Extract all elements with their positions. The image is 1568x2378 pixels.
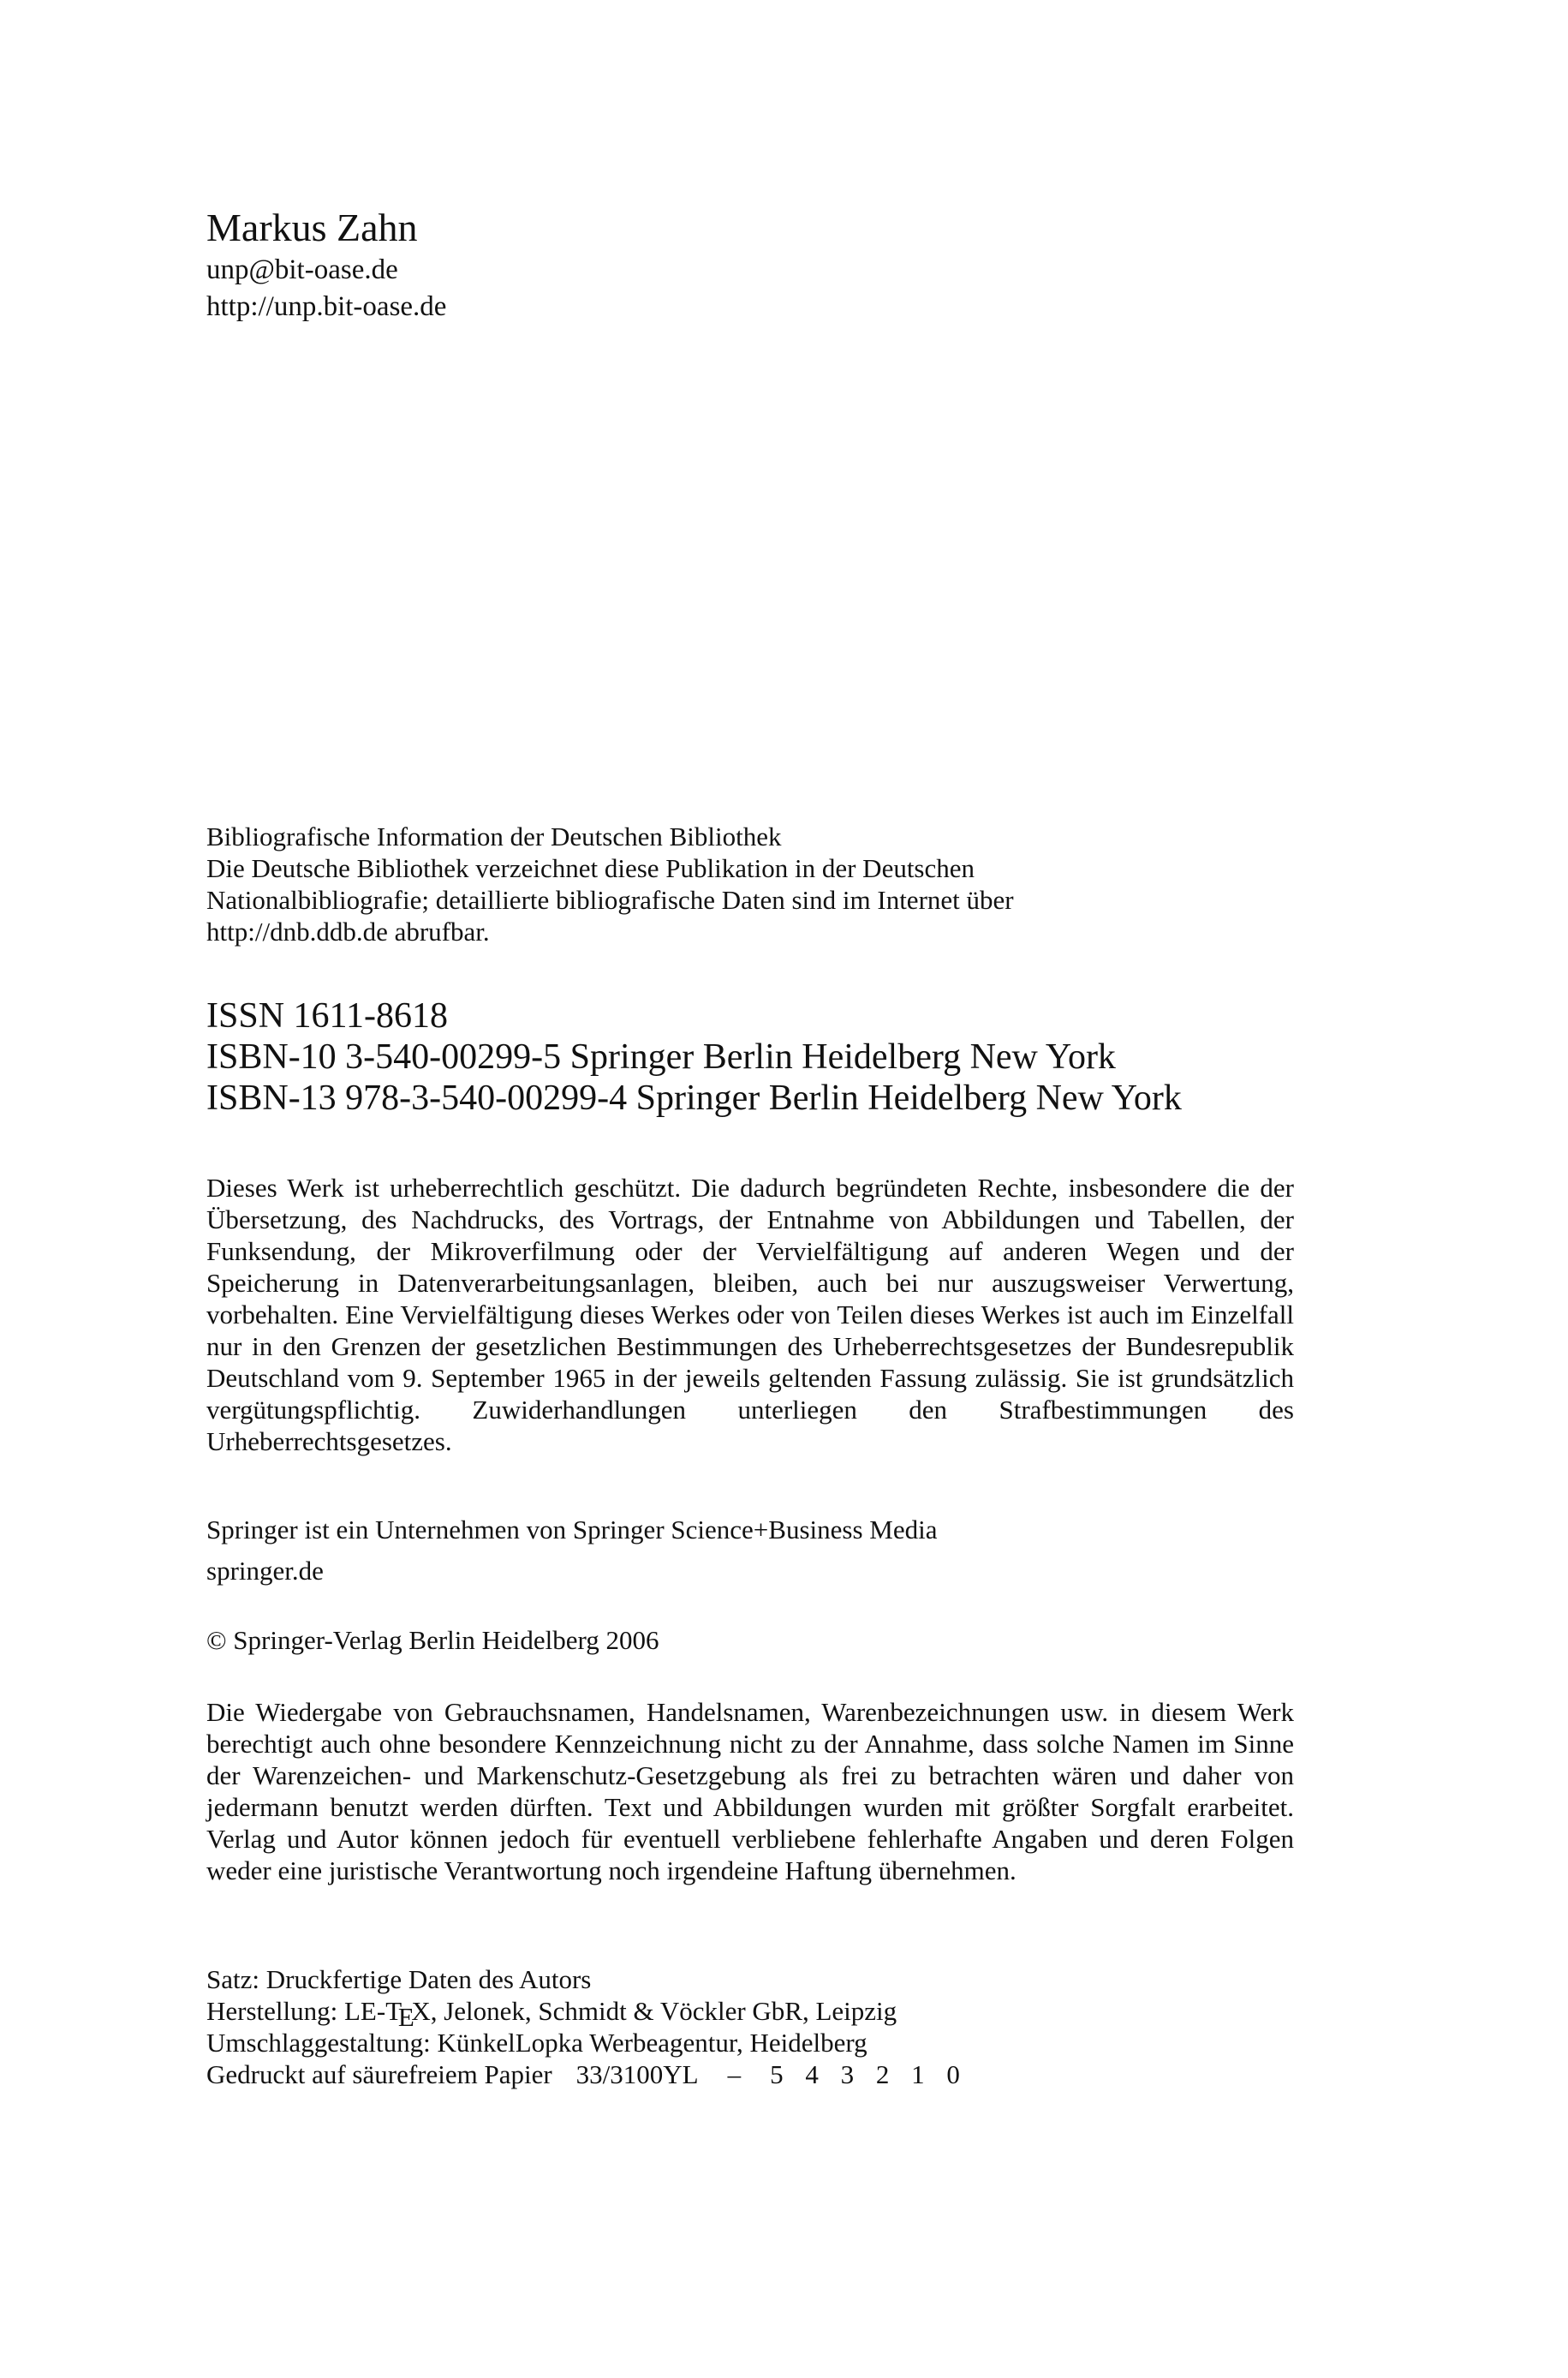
publisher-block [206,1509,937,1592]
manufacturing-suffix: X, Jelonek, Schmidt & Vöckler GbR, Leipzig [411,1996,897,2026]
copyright-notice: Dieses Werk ist urheberrechtlich geschützt. Die dadurch begründeten Rechte, insbesondere die der Übersetzung, des Nachdrucks, des Vortrags, der Entnahme von Abbildungen und Tabellen, der Funksendung, der Mikroverfilmung oder der Vervielfältigung auf anderen Wegen und der Speicherung in Datenverarbeitungsanlagen, bleiben, auch bei nur auszugsweiser Verwertung, vorbehalten. Eine Vervielfältigung dieses Werkes oder von Teilen dieses Werkes ist auch im Einzelfall nur in den Grenzen der gesetzlichen Bestimmungen des Urheberrechtsgesetzes der Bundesrepublik Deutschland vom 9. September 1965 in der jeweils geltenden Fassung zulässig. Sie ist grundsätzlich vergütungspflichtig. Zuwiderhandlungen unterliegen den Strafbestimmungen des Urheberrechtsgesetzes. [206,1173,1294,1456]
publisher-website: springer.de [206,1556,324,1586]
print-code: 33/3100YL [575,2059,699,2089]
author-url: http://unp.bit-oase.de [206,291,447,322]
author-email: unp@bit-oase.de [206,254,398,285]
isbn-13: ISBN-13 978-3-540-00299-4 Springer Berlin Heidelberg New York [206,1078,1182,1118]
copyright-line: © Springer-Verlag Berlin Heidelberg 2006 [206,1625,659,1655]
imprint-page [206,0,1294,2378]
isbn-10: ISBN-10 3-540-00299-5 Springer Berlin Heidelberg New York [206,1037,1116,1077]
typesetting-line: Satz: Druckfertige Daten des Autors [206,1964,592,1994]
publisher-statement: Springer ist ein Unternehmen von Springer Science+Business Media [206,1515,938,1545]
cover-design-line: Umschlaggestaltung: KünkelLopka Werbeagentur, Heidelberg [206,2028,867,2058]
print-dash: – [727,2059,742,2089]
print-run-digits: 5 4 3 2 1 0 [770,2059,968,2089]
bib-line: http://dnb.ddb.de abrufbar. [206,917,490,947]
issn: ISSN 1611-8618 [206,996,448,1036]
author-block [206,204,446,326]
print-info-line [206,2058,968,2090]
identifiers-block [206,995,1182,1119]
bib-line: Bibliografische Information der Deutschen Bibliothek [206,822,782,851]
trademark-notice: Die Wiedergabe von Gebrauchsnamen, Handelsnamen, Warenbezeichnungen usw. in diesem Werk berechtigt auch ohne besondere Kennzeichnung nicht zu der Annahme, dass solche Namen im Sinne der Warenzeichen- und Markenschutz-Gesetzgebung als frei zu betrachten wären und daher von jedermann benutzt werden dürften. Text und Abbildungen wurden mit größter Sorgfalt erarbeitet. Verlag und Autor können jedoch für eventuell verbliebene fehlerhafte Angaben und deren Folgen weder eine juristische Verantwortung noch irgendeine Haftung übernehmen. [206,1697,1294,1885]
bib-line: Nationalbibliografie; detaillierte bibliografische Daten sind im Internet über [206,885,1014,915]
printed-on: Gedruckt auf säurefreiem Papier [206,2059,552,2089]
bibliographic-information [206,821,1294,947]
author-name: Markus Zahn [206,206,418,249]
tex-e-letter: E [397,2001,414,2032]
manufacturing-prefix: Herstellung: LE-T [206,1996,402,2026]
manufacturing-line [206,1995,968,2032]
bib-line: Die Deutsche Bibliothek verzeichnet diese Publikation in der Deutschen [206,853,975,883]
production-block [206,1963,968,2090]
